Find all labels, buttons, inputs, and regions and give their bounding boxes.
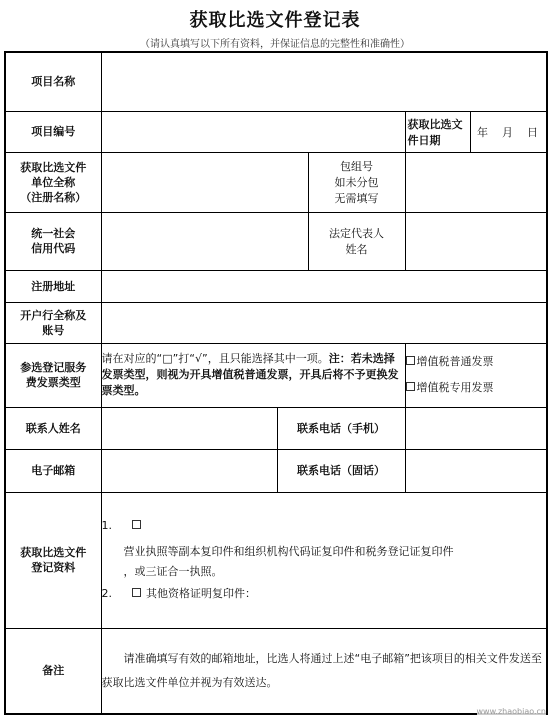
row-unit-fullname xyxy=(5,152,547,212)
materials-content xyxy=(101,492,547,628)
label-remark: 备注 xyxy=(5,628,101,714)
label-unit-fullname-line2: 单位全称 xyxy=(31,175,76,189)
row-reg-address xyxy=(5,270,547,302)
label-phone-landline: 联系电话（固话） xyxy=(277,449,405,492)
field-phone-mobile[interactable] xyxy=(405,407,547,449)
page-title: 获取比选文件登记表 xyxy=(189,10,361,31)
material-item-1-desc-2: ，或三证合一执照。 xyxy=(123,565,223,578)
label-unit-fullname-line3: （注册名称） xyxy=(20,190,87,204)
date-year: 年 xyxy=(477,125,488,139)
field-project-number[interactable] xyxy=(101,111,405,152)
invoice-notice-text: 请在对应的“□”打“√”，且只能选择其中一项。 xyxy=(101,352,329,365)
label-email: 电子邮箱 xyxy=(5,449,101,492)
invoice-notice xyxy=(101,343,405,407)
invoice-notice-bold-2: 开具增值税普通发票，开具后将不予更换发票类型。 xyxy=(101,368,399,397)
row-credit-code xyxy=(5,212,547,270)
checkbox-icon[interactable] xyxy=(132,520,141,529)
label-phone-mobile: 联系电话（手机） xyxy=(277,407,405,449)
field-email[interactable] xyxy=(101,449,277,492)
label-acquire-date: 获取比选文件日期 xyxy=(406,112,471,152)
field-reg-address[interactable] xyxy=(101,270,547,302)
label-legal-rep-line1: 法定代表人 xyxy=(329,227,384,240)
date-day: 日 xyxy=(527,125,538,139)
material-item-1-desc-1: 营业执照等副本复印件和组织机构代码证复印件和税务登记证复印件 xyxy=(123,545,454,558)
label-materials xyxy=(5,492,101,628)
field-legal-rep[interactable] xyxy=(405,212,547,270)
label-bank-line1: 开户行全称及 xyxy=(20,308,87,322)
label-project-number: 项目编号 xyxy=(5,111,101,152)
row-email xyxy=(5,449,547,492)
label-legal-rep xyxy=(308,213,405,270)
material-item-2 xyxy=(102,584,547,604)
checkbox-icon[interactable] xyxy=(406,356,415,365)
package-note-1: 如未分包 xyxy=(334,176,379,189)
label-unit-fullname xyxy=(5,152,101,212)
invoice-option-special[interactable] xyxy=(406,375,547,401)
page-subtitle: （请认真填写以下所有资料，并保证信息的完整性和准确性） xyxy=(140,39,410,50)
row-contact xyxy=(5,407,547,449)
package-note-2: 无需填写 xyxy=(334,192,379,205)
label-invoice-type-line2: 费发票类型 xyxy=(25,376,81,389)
field-acquire-date[interactable] xyxy=(471,112,547,152)
label-invoice-type xyxy=(5,343,101,407)
row-remark xyxy=(5,628,547,714)
field-unit-fullname[interactable] xyxy=(101,152,405,212)
field-credit-code[interactable] xyxy=(101,212,405,270)
label-credit-code-line2: 信用代码 xyxy=(31,242,76,255)
checkbox-icon[interactable] xyxy=(132,588,141,597)
invoice-option-special-label: 增值税专用发票 xyxy=(416,381,494,394)
label-contact-name: 联系人姓名 xyxy=(5,407,101,449)
label-materials-line2: 登记资料 xyxy=(31,561,76,574)
label-invoice-type-line1: 参选登记服务 xyxy=(20,361,87,374)
field-bank[interactable] xyxy=(101,302,547,343)
material-item-1-number: 1. xyxy=(101,519,112,532)
row-project-name xyxy=(5,52,547,111)
label-materials-line1-text: 获取比选文件 xyxy=(20,546,87,559)
registration-form-table xyxy=(4,51,548,715)
label-credit-code xyxy=(5,212,101,270)
date-month: 月 xyxy=(502,125,513,139)
invoice-option-general-label: 增值税普通发票 xyxy=(416,355,494,368)
material-item-2-desc: 其他资格证明复印件： xyxy=(146,587,256,600)
row-invoice-type xyxy=(5,343,547,407)
label-project-name: 项目名称 xyxy=(5,52,101,111)
material-item-2-number: 2. xyxy=(101,587,112,600)
row-bank xyxy=(5,302,547,343)
row-materials xyxy=(5,492,547,628)
field-phone-landline[interactable] xyxy=(405,449,547,492)
remark-text: 请准确填写有效的邮箱地址，比选人将通过上述“电子邮箱”把该项目的相关文件发送至获取比选文件单位并视为有效送达。 xyxy=(101,628,547,714)
label-package-number xyxy=(308,153,405,212)
label-reg-address: 注册地址 xyxy=(5,270,101,302)
label-legal-rep-line2: 姓名 xyxy=(345,243,368,256)
acquire-date-group xyxy=(405,111,547,152)
label-credit-code-line1: 统一社会 xyxy=(31,227,76,240)
field-contact-name[interactable] xyxy=(101,407,277,449)
watermark: www.zhaobiao.cn xyxy=(476,707,546,716)
invoice-notice-bold-1: 注：若未选择发票类型，则视为 xyxy=(101,352,395,381)
label-bank-line2: 账号 xyxy=(42,323,65,337)
invoice-option-general[interactable] xyxy=(406,349,547,375)
label-bank xyxy=(5,302,101,343)
invoice-options xyxy=(405,343,547,407)
label-unit-fullname-line1: 获取比选文件 xyxy=(20,160,87,174)
field-package-number[interactable] xyxy=(405,152,547,212)
material-item-1 xyxy=(102,516,547,536)
checkbox-icon[interactable] xyxy=(406,382,415,391)
field-project-name[interactable] xyxy=(101,52,547,111)
label-package-number-text: 包组号 xyxy=(340,160,373,173)
row-project-number xyxy=(5,111,547,152)
